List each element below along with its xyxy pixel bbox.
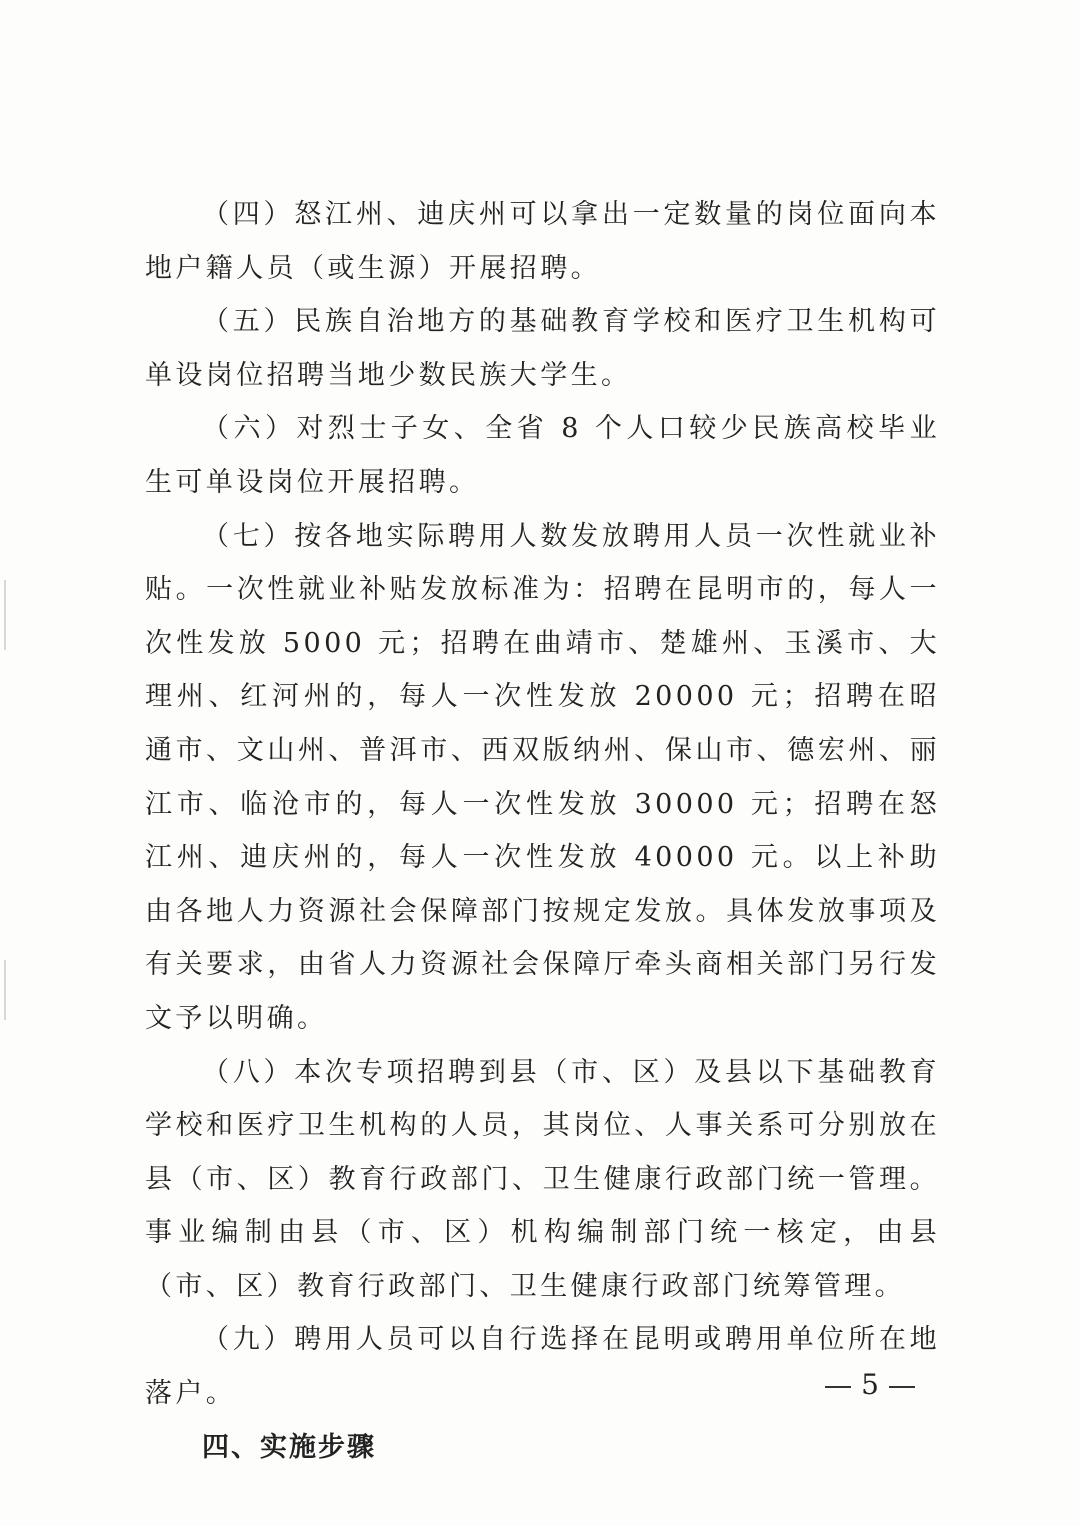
page-number: [800, 1368, 940, 1401]
paragraph-4: （四）怒江州、迪庆州可以拿出一定数量的岗位面向本地户籍人员（或生源）开展招聘。: [145, 199, 940, 284]
scan-margin-mark: [4, 960, 6, 1020]
paragraph-8: （八）本次专项招聘到县（市、区）及县以下基础教育学校和医疗卫生机构的人员，其岗位、人事关系可分别放在县（市、区）教育行政部门、卫生健康行政部门统一管理。事业编制由县（市、区）机构编制部门统一核定，由县（市、区）教育行政部门、卫生健康行政部门统筹管理。: [145, 1056, 940, 1302]
paragraph-9: （九）聘用人员可以自行选择在昆明或聘用单位所在地落户。: [145, 1324, 940, 1410]
paragraph-6: （六）对烈士子女、全省 8 个人口较少民族高校毕业生可单设岗位开展招聘。: [145, 413, 940, 498]
page-number-dash-left: [825, 1386, 851, 1388]
document-body: [145, 188, 940, 1474]
scan-margin-mark: [4, 580, 6, 650]
page-number-value: 5: [861, 1368, 879, 1401]
paragraph-7: （七）按各地实际聘用人数发放聘用人员一次性就业补贴。一次性就业补贴发放标准为：招聘在昆明市的，每人一次性发放 5000 元；招聘在曲靖市、楚雄州、玉溪市、大理州、红河州的，每人一次性发放 20000 元；招聘在昭通市、文山州、普洱市、西双版纳州、保山市、德宏州、丽江市、临沧市的，每人一次性发放 30000 元；招聘在怒江州、迪庆州的，每人一次性发放 40000 元。以上补助由各地人力资源社会保障部门按规定发放。具体发放事项及有关要求，由省人力资源社会保障厅牵头商相关部门另行发文予以明确。: [145, 520, 940, 1034]
paragraph-5: （五）民族自治地方的基础教育学校和医疗卫生机构可单设岗位招聘当地少数民族大学生。: [145, 306, 940, 391]
section-heading: 四、实施步骤: [202, 1431, 376, 1463]
page-number-dash-right: [889, 1386, 915, 1388]
